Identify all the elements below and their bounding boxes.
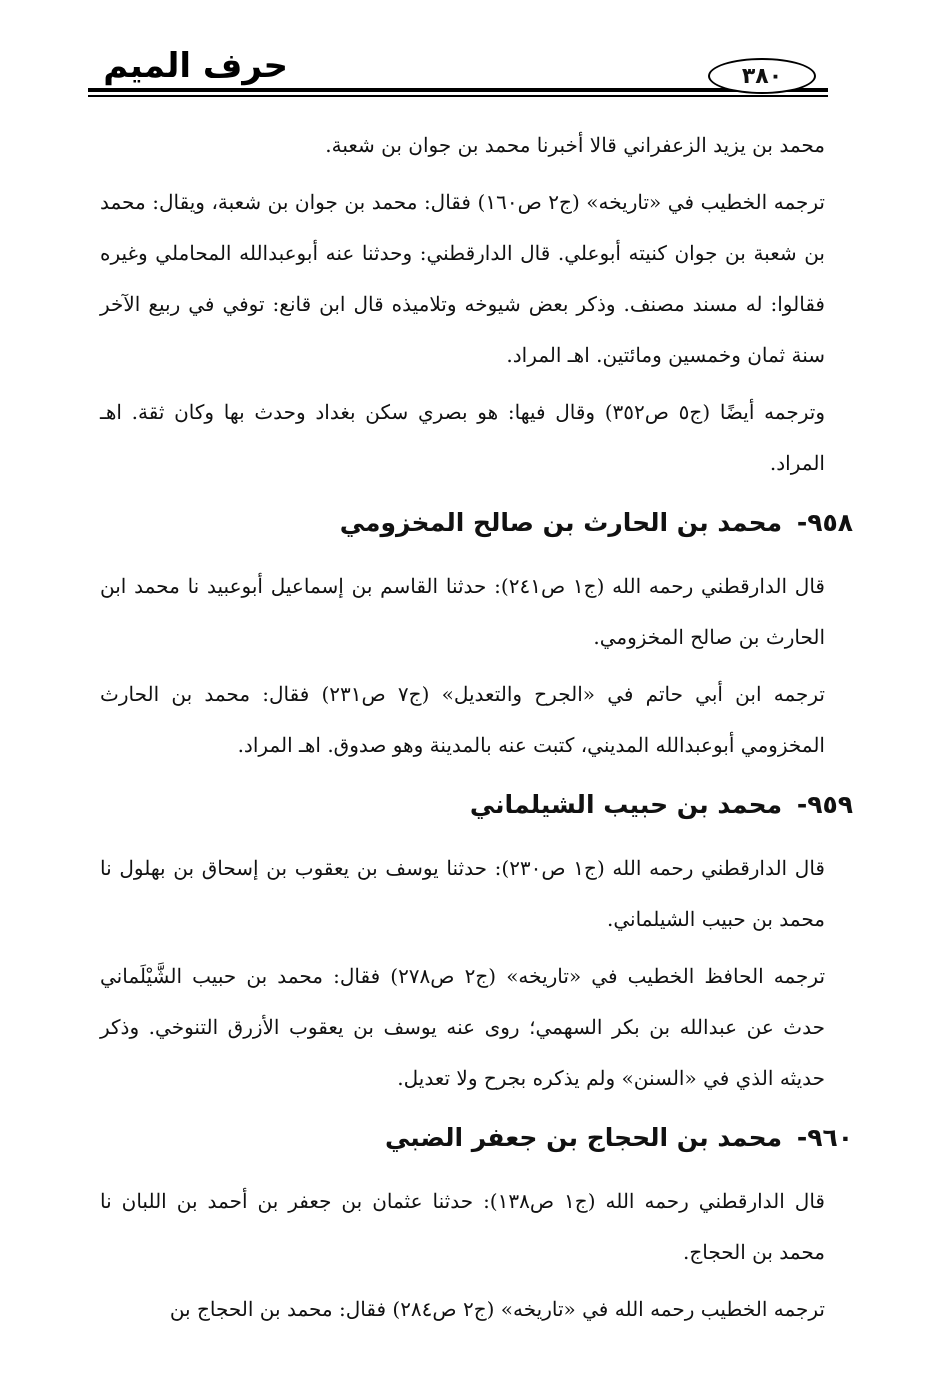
entry-heading [100, 1110, 853, 1166]
paragraph: ترجمه ابن أبي حاتم في «الجرح والتعديل» (ج٧ ص٢٣١) فقال: محمد بن الحارث المخزومي أبوعبدالله المديني، كتبت عنه بالمدينة وهو صدوق. اهـ المراد. [100, 682, 825, 757]
page-header [88, 40, 828, 102]
entry-heading [100, 495, 853, 551]
header-rule-thin [88, 95, 828, 97]
entry-title: محمد بن حبيب الشيلماني [469, 790, 783, 819]
paragraph: قال الدارقطني رحمه الله (ج١ ص٢٣٠): حدثنا يوسف بن يعقوب بن إسحاق بن بهلول نا محمد بن حبيب الشيلماني. [100, 856, 825, 931]
entry-heading [100, 777, 853, 833]
page-body [100, 120, 853, 1341]
paragraph: ترجمه الخطيب رحمه الله في «تاريخه» (ج٢ ص٢٨٤) فقال: محمد بن الحجاج بن [169, 1297, 825, 1321]
entry-number: ٩٥٨- [796, 508, 853, 537]
page-number-badge [708, 58, 816, 94]
entry-title: محمد بن الحارث بن صالح المخزومي [339, 508, 783, 537]
chapter-title: حرف الميم [103, 46, 288, 86]
paragraph: محمد بن يزيد الزعفراني قالا أخبرنا محمد بن جوان بن شعبة. [325, 133, 825, 157]
paragraph: وترجمه أيضًا (ج٥ ص٣٥٢) وقال فيها: هو بصري سكن بغداد وحدث بها وكان ثقة. اهـ المراد. [100, 400, 825, 475]
entry-number: ٩٥٩- [796, 790, 853, 819]
paragraph: قال الدارقطني رحمه الله (ج١ ص١٣٨): حدثنا عثمان بن جعفر بن أحمد بن اللبان نا محمد بن الحجاج. [100, 1189, 825, 1264]
paragraph: قال الدارقطني رحمه الله (ج١ ص٢٤١): حدثنا القاسم بن إسماعيل أبوعبيد نا محمد ابن الحارث بن صالح المخزومي. [100, 574, 825, 649]
paragraph: ترجمه الحافظ الخطيب في «تاريخه» (ج٢ ص٢٧٨) فقال: محمد بن حبيب الشَّيْلَماني حدث عن عبدالله بن بكر السهمي؛ روى عنه يوسف بن يعقوب الأزرق التنوخي. وذكر حديثه الذي في «السنن» ولم يذكره بجرح ولا تعديل. [100, 964, 826, 1090]
entry-number: ٩٦٠- [796, 1123, 853, 1152]
page-number: ٣٨٠ [741, 63, 783, 89]
entry-title: محمد بن الحجاج بن جعفر الضبي [384, 1123, 783, 1152]
header-rule-thick [88, 88, 828, 92]
paragraph: ترجمه الخطيب في «تاريخه» (ج٢ ص١٦٠) فقال: محمد بن جوان بن شعبة، ويقال: محمد بن شعبة بن جوان كنيته أبوعلي. قال الدارقطني: وحدثنا عنه أبوعبدالله المحاملي وغيره فقالوا: له مسند مصنف. وذكر بعض شيوخه وتلاميذه قال ابن قانع: توفي في ربيع الآخر سنة ثمان وخمسين ومائتين. اهـ المراد. [100, 190, 825, 367]
